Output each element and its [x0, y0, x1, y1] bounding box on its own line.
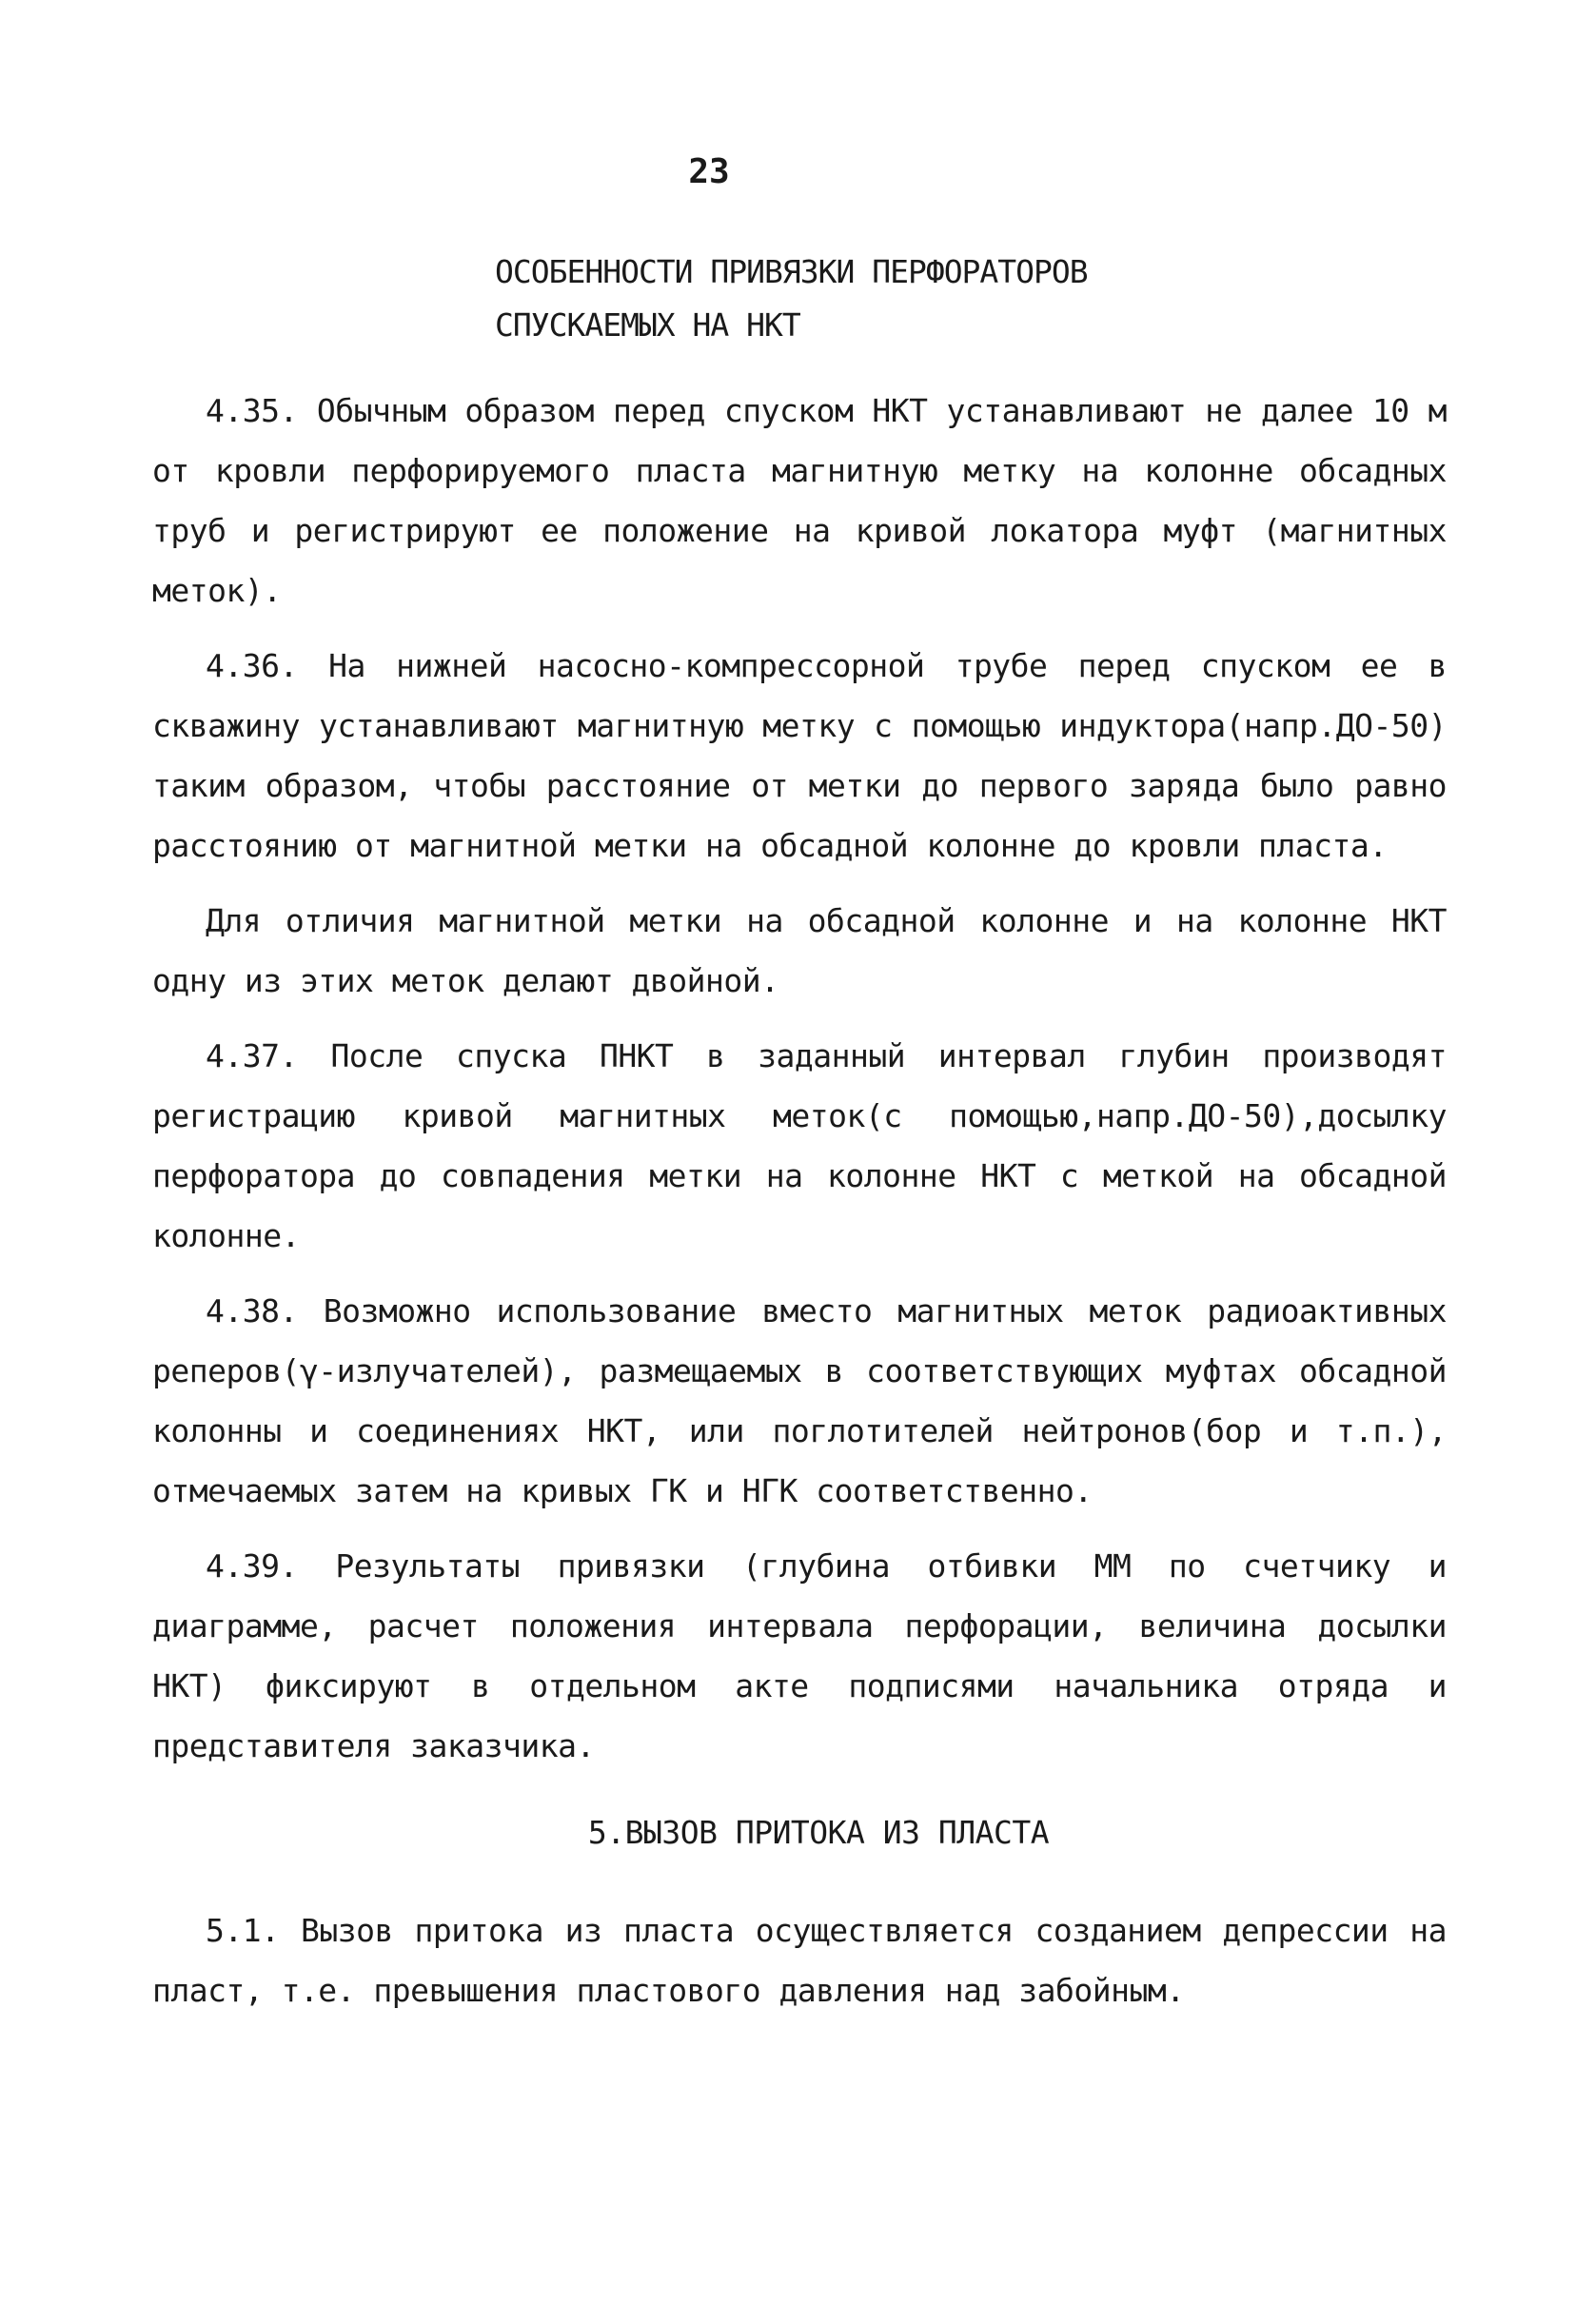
section-heading	[495, 246, 1088, 352]
paragraph-4-37: 4.37. После спуска ПНКТ в заданный интервал глубин производят регистрацию кривой магнитных меток(с помощью,напр.ДО-50),досылку перфоратора до совпадения метки на колонне НКТ с меткой на обсадной колонне.	[152, 1037, 1447, 1254]
paragraph-5-1: 5.1. Вызов притока из пласта осуществляется созданием депрессии на пласт, т.е. превышения пластового давления над забойным.	[152, 1912, 1447, 2009]
paragraph-4-38: 4.38. Возможно использование вместо магнитных меток радиоактивных реперов(γ-излучателей), размещаемых в соответствующих муфтах обсадной колонны и соединениях НКТ, или поглотителей нейтронов(бор и т.п.), отмечаемых затем на кривых ГК и НГК соответственно.	[152, 1292, 1447, 1509]
heading-line-1: ОСОБЕННОСТИ ПРИВЯЗКИ ПЕРФОРАТОРОВ	[495, 253, 1088, 290]
paragraph-4-36: 4.36. На нижней насосно-компрессорной трубе перед спуском ее в скважину устанавливают магнитную метку с помощью индуктора(напр.ДО-50) таким образом, чтобы расстояние от метки до первого заряда было равно расстоянию от магнитной метки на обсадной колонне до кровли пласта.	[152, 647, 1447, 864]
paragraph-4-39: 4.39. Результаты привязки (глубина отбивки ММ по счетчику и диаграмме, расчет положения интервала перфорации, величина досылки НКТ) фиксируют в отдельном акте подписями начальника отряда и представителя заказчика.	[152, 1547, 1447, 1764]
section-5-title: 5.ВЫЗОВ ПРИТОКА ИЗ ПЛАСТА	[587, 1814, 1050, 1851]
body-text	[152, 381, 1447, 2036]
page-number: 23	[688, 152, 730, 191]
paragraph-4-36-note: Для отличия магнитной метки на обсадной колонне и на колонне НКТ одну из этих меток делают двойной.	[152, 902, 1447, 999]
heading-line-2: СПУСКАЕМЫХ НА НКТ	[495, 306, 800, 344]
paragraph-4-35: 4.35. Обычным образом перед спуском НКТ устанавливают не далее 10 м от кровли перфорируемого пласта магнитную метку на колонне обсадных труб и регистрируют ее положение на кривой локатора муфт (магнитных меток).	[152, 392, 1447, 609]
